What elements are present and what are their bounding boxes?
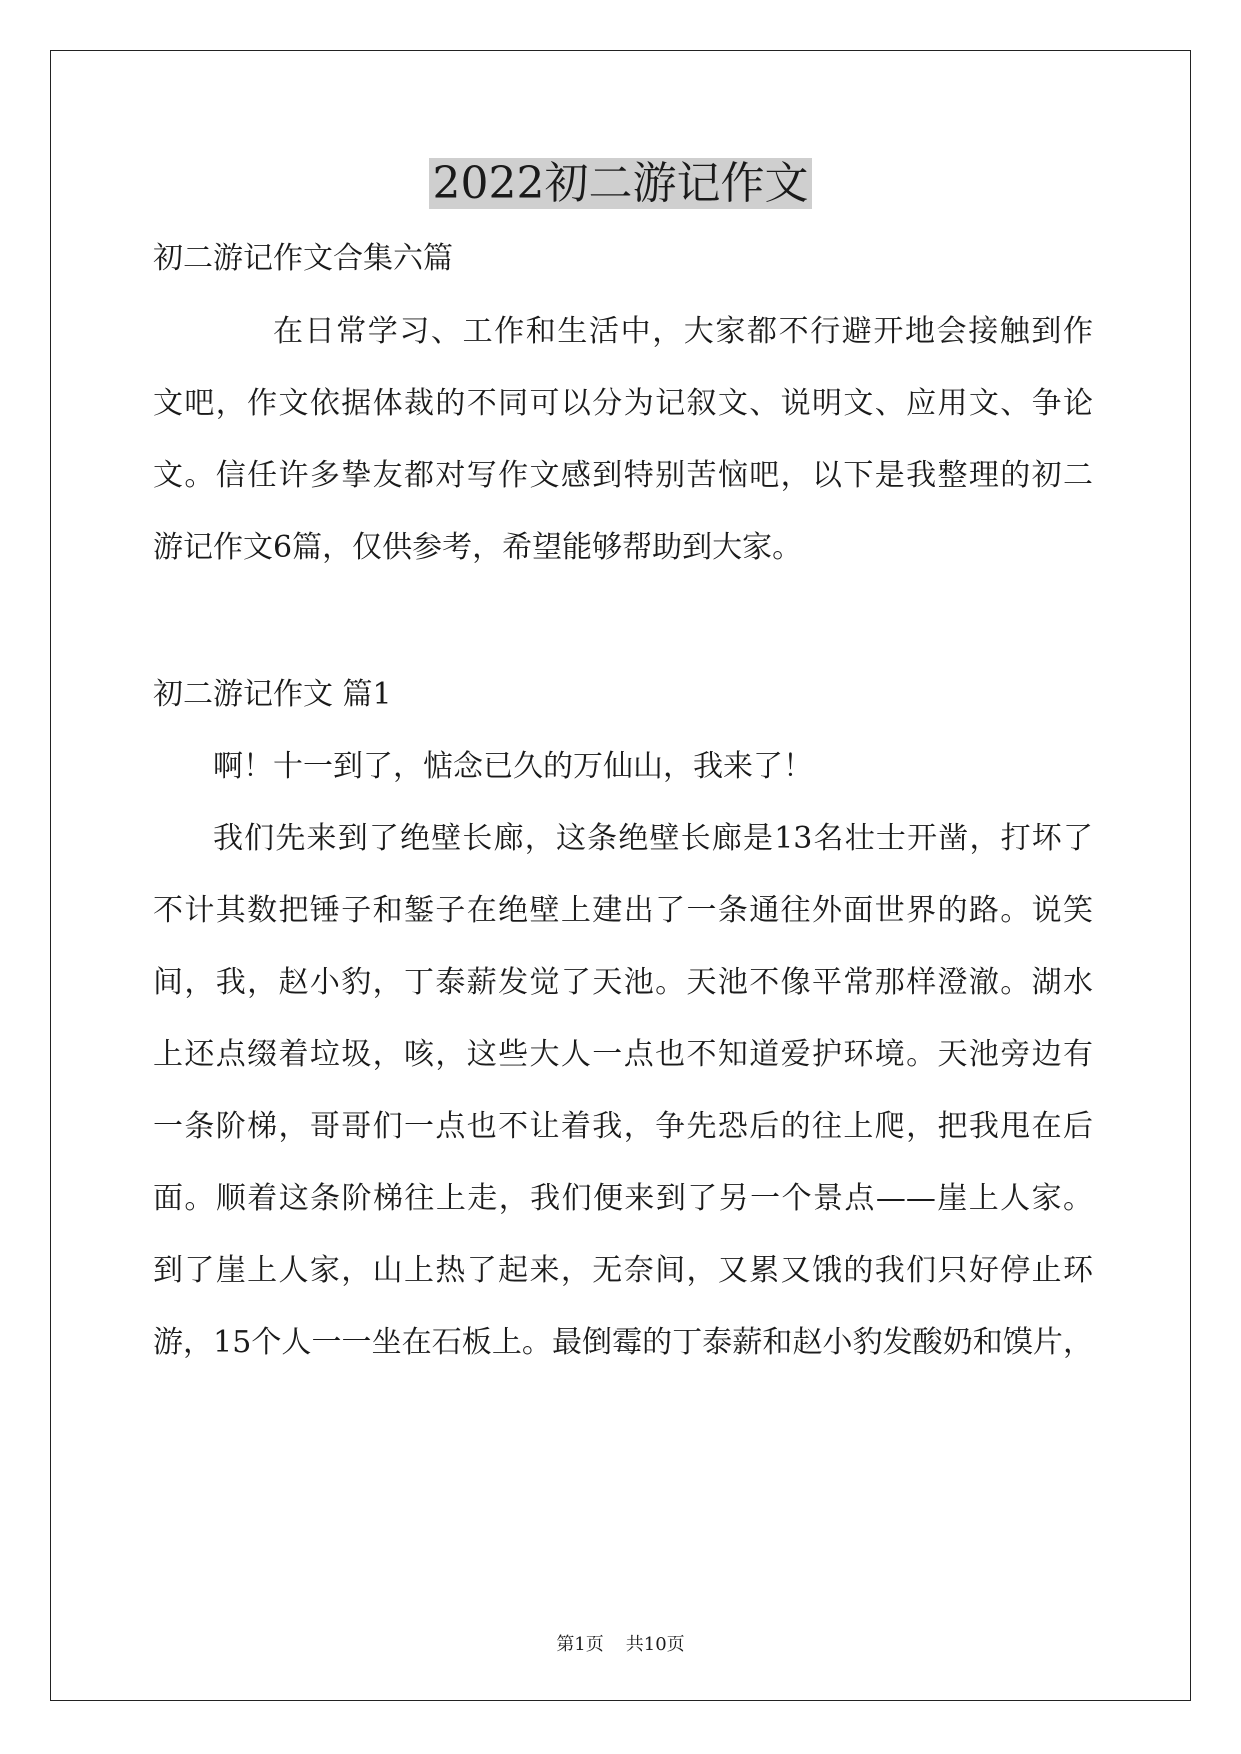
page-footer: [0, 1633, 1241, 1657]
intro-line: 在日常学习、工作和生活中，大家都不行避开地会接触到作: [273, 314, 1093, 349]
essay-line: 间，我，赵小豹，丁泰薪发觉了天池。天池不像平常那样澄澈。湖水: [153, 965, 1093, 1000]
essay-line: 一条阶梯，哥哥们一点也不让着我，争先恐后的往上爬，把我甩在后: [153, 1109, 1093, 1144]
essay-line: 不计其数把锤子和錾子在绝壁上建出了一条通往外面世界的路。说笑: [153, 893, 1093, 928]
page-border: [50, 50, 1191, 1701]
section-heading: 初二游记作文 篇1: [153, 677, 392, 712]
essay-line: 我们先来到了绝壁长廊，这条绝壁长廊是13名壮士开凿，打坏了: [213, 821, 1093, 856]
essay-line: 游，15个人一一坐在石板上。最倒霉的丁泰薪和赵小豹发酸奶和馍片，: [153, 1325, 1093, 1360]
page-number: 第1页: [556, 1634, 604, 1655]
essay-line: 上还点缀着垃圾，咳，这些大人一点也不知道爱护环境。天池旁边有: [153, 1037, 1093, 1072]
collection-subtitle: 初二游记作文合集六篇: [153, 241, 453, 276]
essay-line: 到了崖上人家，山上热了起来，无奈间，又累又饿的我们只好停止环: [153, 1253, 1093, 1288]
page-total: 共10页: [625, 1634, 685, 1655]
essay-line: 啊！十一到了，惦念已久的万仙山，我来了！: [213, 749, 813, 784]
intro-line: 游记作文6篇，仅供参考，希望能够帮助到大家。: [153, 530, 803, 565]
intro-line: 文吧，作文依据体裁的不同可以分为记叙文、说明文、应用文、争论: [153, 386, 1093, 421]
title-text: 2022初二游记作文: [429, 158, 813, 209]
document-title: [0, 156, 1241, 212]
intro-line: 文。信任许多挚友都对写作文感到特别苦恼吧，以下是我整理的初二: [153, 458, 1093, 493]
essay-line: 面。顺着这条阶梯往上走，我们便来到了另一个景点——崖上人家。: [153, 1181, 1093, 1216]
